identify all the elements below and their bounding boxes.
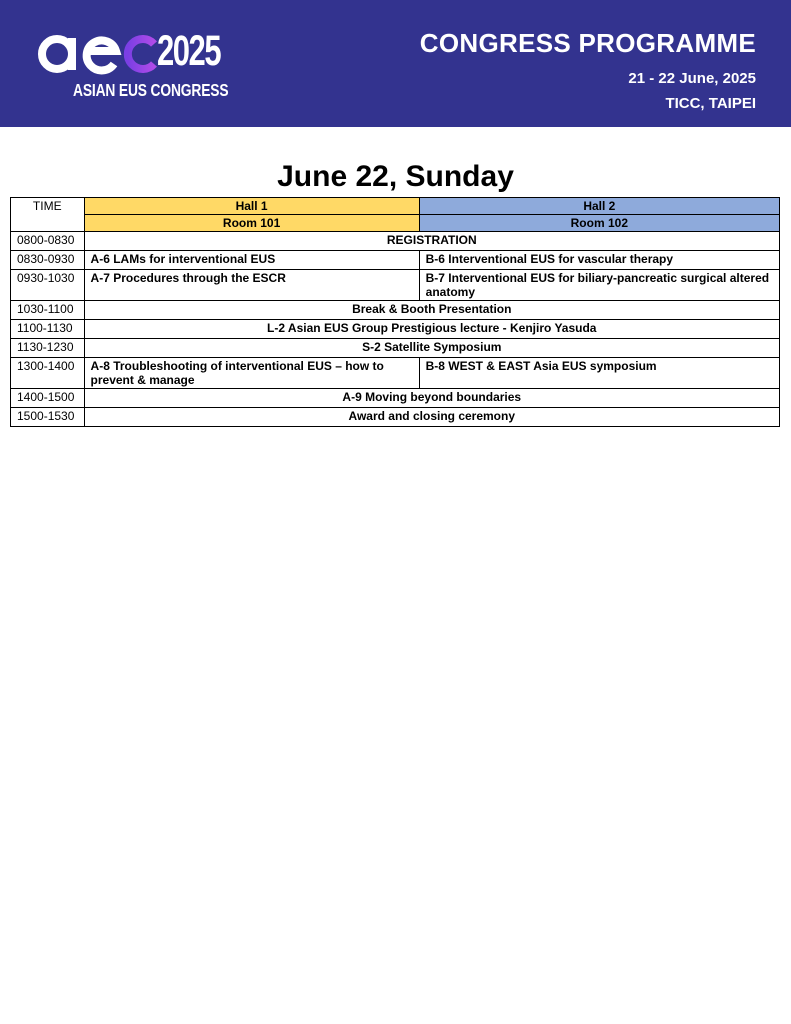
- session-cell: REGISTRATION: [84, 232, 779, 251]
- table-row: [11, 358, 780, 389]
- hall-1-session: A-8 Troubleshooting of interventional EUS – how to prevent & manage: [84, 358, 419, 389]
- hall-1-session: A-7 Procedures through the ESCR: [84, 270, 419, 301]
- time-cell: 1300-1400: [11, 358, 85, 389]
- session-cell: A-9 Moving beyond boundaries: [84, 389, 779, 408]
- logo-year: 2025: [157, 27, 221, 75]
- congress-dates: 21 - 22 June, 2025: [628, 70, 756, 87]
- room-102-header: Room 102: [419, 215, 779, 232]
- table-header-row: [11, 198, 780, 215]
- time-cell: 1030-1100: [11, 301, 85, 320]
- time-cell: 0800-0830: [11, 232, 85, 251]
- page-header: [0, 0, 791, 127]
- hall-2-session: B-6 Interventional EUS for vascular therapy: [419, 251, 779, 270]
- time-cell: 1100-1130: [11, 320, 85, 339]
- time-header: TIME: [11, 198, 85, 232]
- table-row: [11, 301, 780, 320]
- aec-logo-mark: [38, 26, 160, 78]
- table-row: [11, 251, 780, 270]
- day-title: June 22, Sunday: [277, 160, 514, 193]
- time-cell: 1400-1500: [11, 389, 85, 408]
- time-cell: 0930-1030: [11, 270, 85, 301]
- congress-venue: TICC, TAIPEI: [665, 95, 756, 112]
- logo-subtitle: ASIAN EUS CONGRESS: [73, 80, 229, 100]
- table-row: [11, 408, 780, 427]
- programme-title: CONGRESS PROGRAMME: [419, 28, 756, 58]
- table-room-row: [11, 215, 780, 232]
- table-row: [11, 270, 780, 301]
- session-cell: Award and closing ceremony: [84, 408, 779, 427]
- schedule-table: [10, 197, 780, 427]
- session-cell: S-2 Satellite Symposium: [84, 339, 779, 358]
- table-row: [11, 389, 780, 408]
- hall-1-session: A-6 LAMs for interventional EUS: [84, 251, 419, 270]
- session-cell: L-2 Asian EUS Group Prestigious lecture - Kenjiro Yasuda: [84, 320, 779, 339]
- hall-2-header: Hall 2: [419, 198, 779, 215]
- session-cell: Break & Booth Presentation: [84, 301, 779, 320]
- table-row: [11, 320, 780, 339]
- hall-2-session: B-8 WEST & EAST Asia EUS symposium: [419, 358, 779, 389]
- room-101-header: Room 101: [84, 215, 419, 232]
- time-cell: 0830-0930: [11, 251, 85, 270]
- table-row: [11, 339, 780, 358]
- table-row: [11, 232, 780, 251]
- hall-2-session: B-7 Interventional EUS for biliary-pancreatic surgical altered anatomy: [419, 270, 779, 301]
- aec-logo: [38, 26, 229, 100]
- time-cell: 1130-1230: [11, 339, 85, 358]
- time-cell: 1500-1530: [11, 408, 85, 427]
- hall-1-header: Hall 1: [84, 198, 419, 215]
